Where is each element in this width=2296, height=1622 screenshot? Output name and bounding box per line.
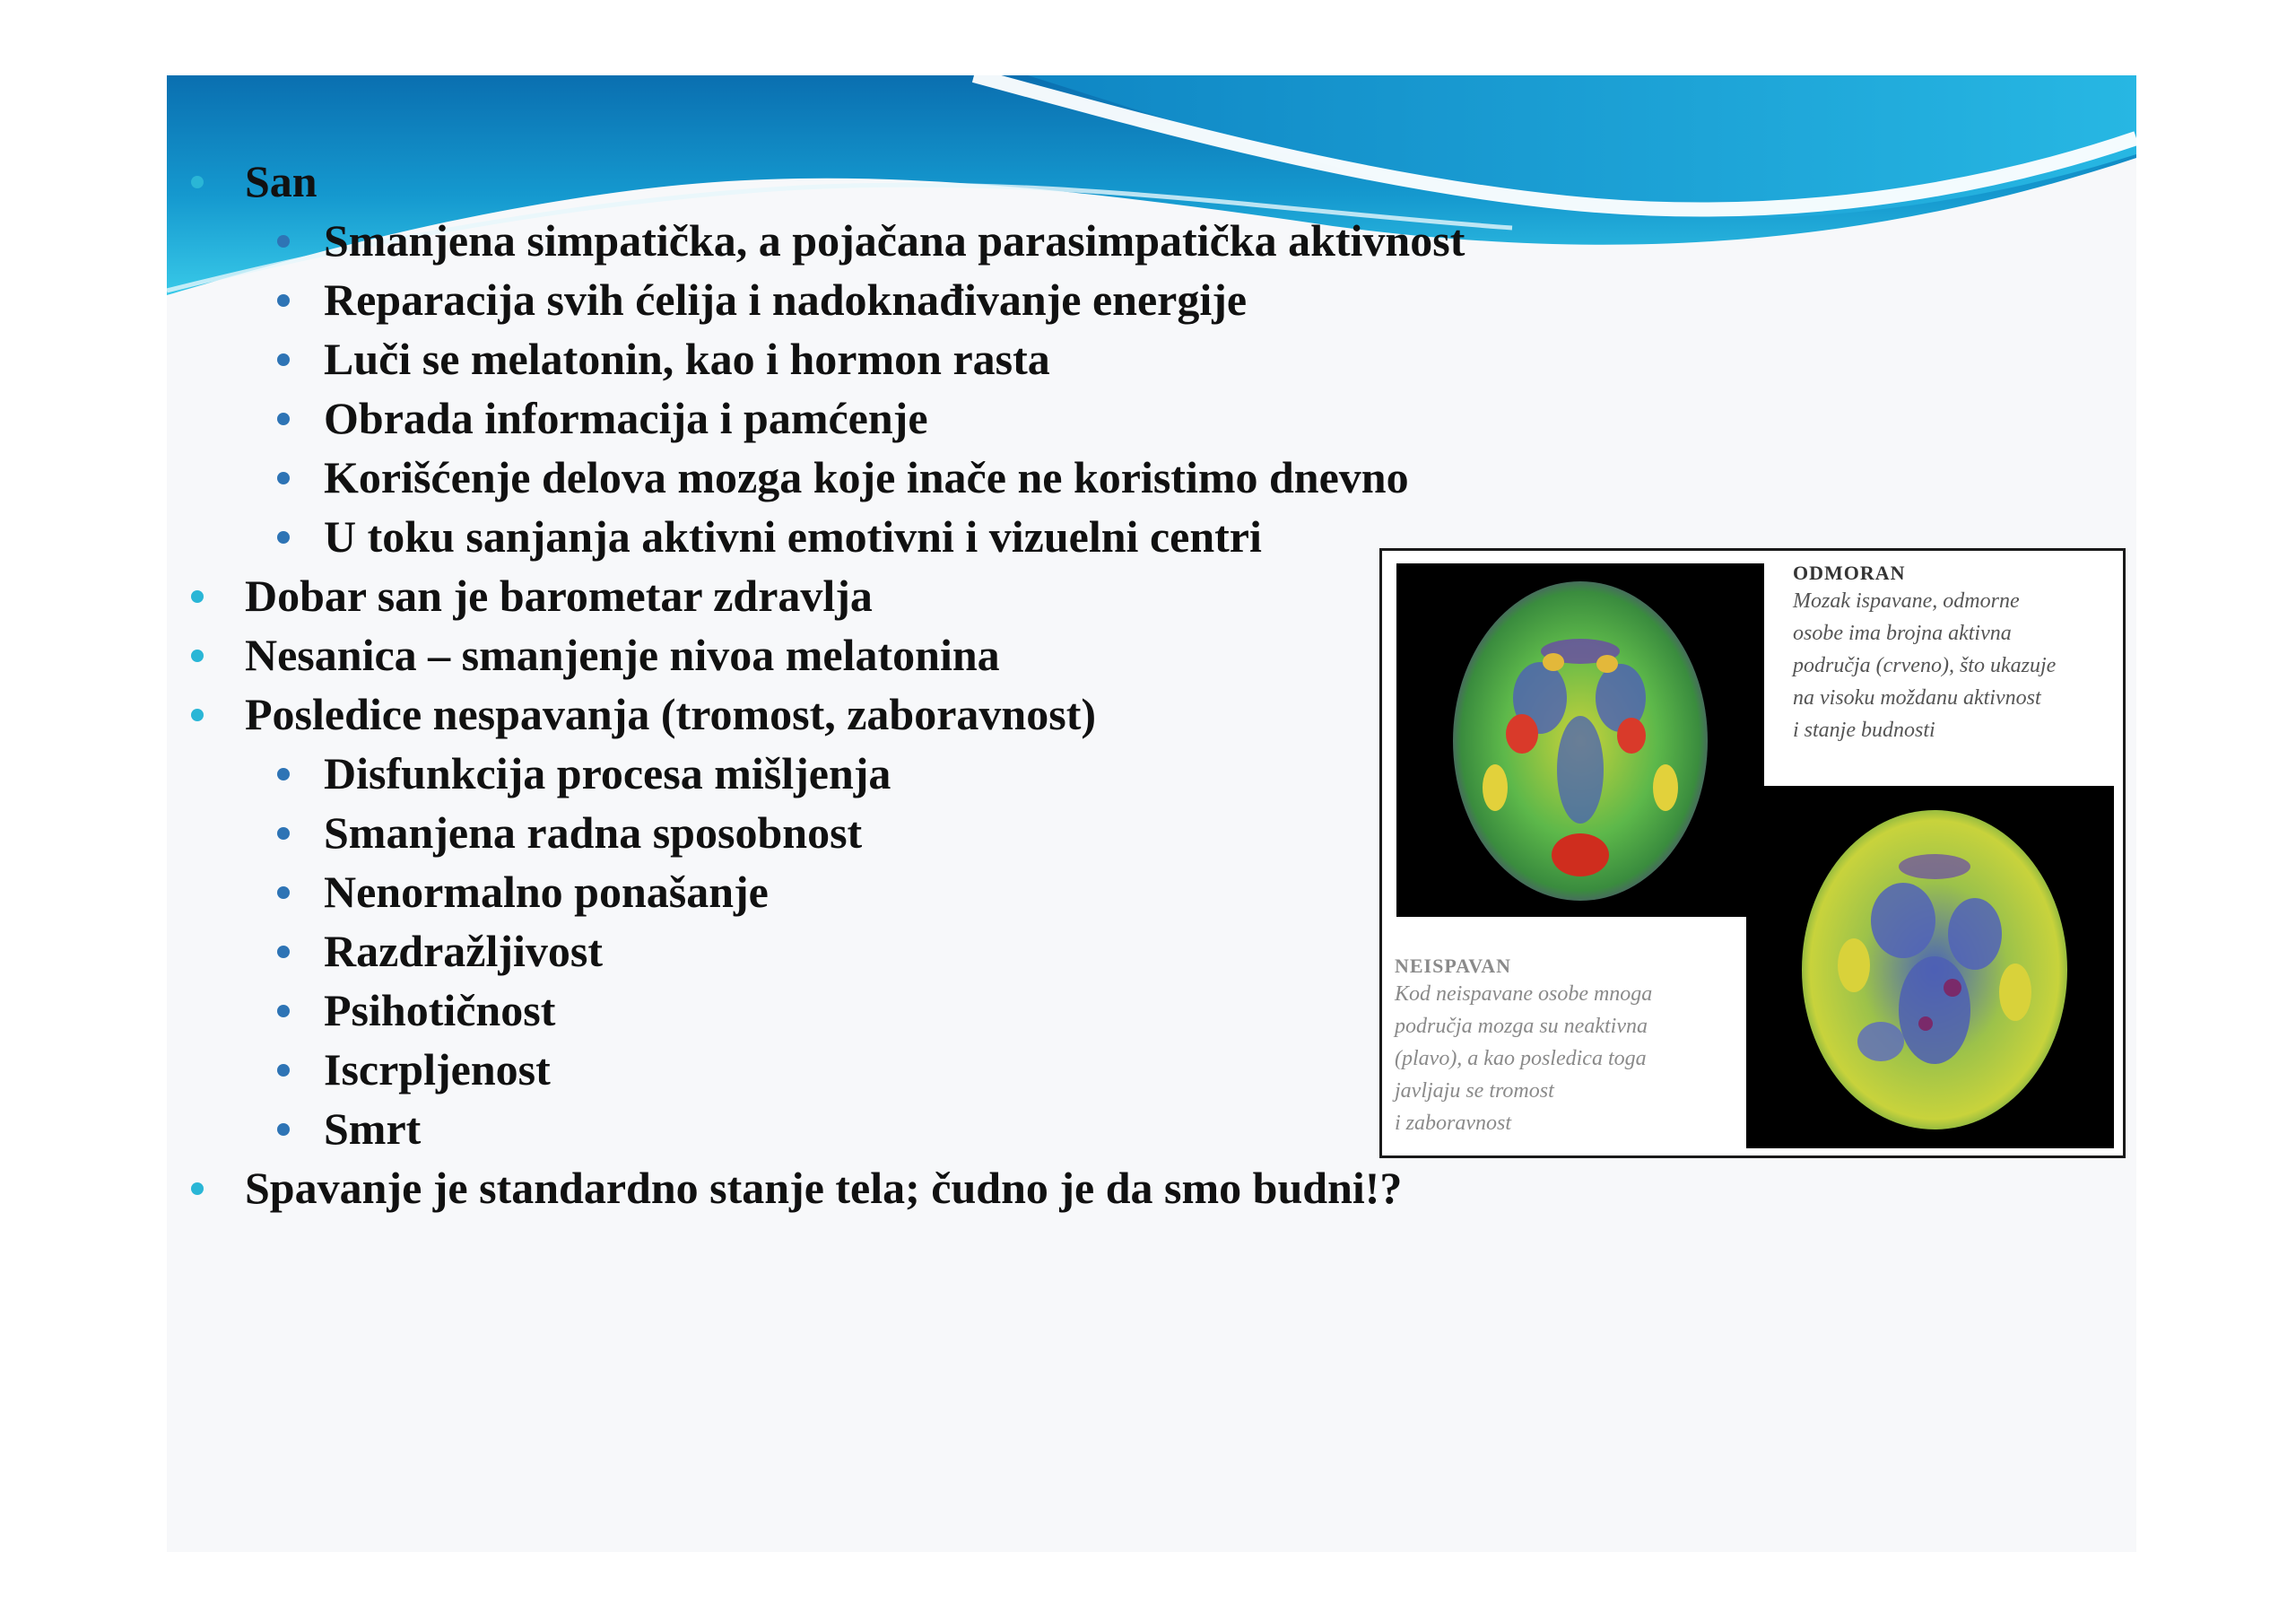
rested-caption [1793,562,2112,746]
bullet-dot-icon [277,1123,290,1136]
bullet-item [324,1102,421,1155]
rested-caption-line: na visoku moždanu aktivnost [1793,686,2041,710]
rested-caption-heading: ODMORAN [1793,562,1906,584]
bullet-text: Psihotičnost [324,985,556,1035]
sleepless-caption-line: i zaboravnost [1395,1112,1512,1135]
bullet-dot-icon [277,827,290,840]
bullet-item [324,983,555,1037]
bullet-text: Nenormalno ponašanje [324,867,769,917]
bullet-dot-icon [191,1182,204,1195]
bullet-dot-icon [277,768,290,780]
bullet-dot-icon [277,353,290,366]
bullet-item [324,510,1262,563]
bullet-item [245,628,1000,682]
bullet-dot-icon [277,235,290,248]
bullet-dot-icon [277,413,290,425]
bullet-text: Razdražljivost [324,926,604,976]
bullet-text: Smrt [324,1103,422,1154]
sleepless-caption [1395,955,1735,1139]
rested-caption-line: i stanje budnosti [1793,719,1935,742]
bullet-text: Iscrpljenost [324,1044,551,1094]
bullet-dot-icon [277,472,290,484]
bullet-text: Disfunkcija procesa mišljenja [324,748,891,798]
bullet-dot-icon [191,176,204,188]
sleepless-caption-line: Kod neispavane osobe mnoga [1395,982,1653,1006]
bullet-text: Nesanica – smanjenje nivoa melatonina [245,630,1000,680]
bullet-text: Korišćenje delova mozga koje inače ne koristimo dnevno [324,452,1409,502]
bullet-item [324,273,1247,327]
bullet-item [324,865,769,919]
brain-scan-figure [1379,548,2126,1158]
bullet-dot-icon [277,1005,290,1017]
bullet-dot-icon [277,531,290,544]
bullet-item [324,214,1465,267]
bullet-item [245,687,1096,741]
slide [167,75,2136,1552]
bullet-text: Smanjena simpatička, a pojačana parasimpatička aktivnost [324,215,1465,266]
bullet-text: San [245,156,317,206]
bullet-dot-icon [277,1064,290,1077]
bullet-text: Obrada informacija i pamćenje [324,393,928,443]
rested-brain-scan-image [1396,563,1764,917]
brain-scan-icon [1396,563,1764,917]
brain-scan-icon [1746,786,2114,1148]
bullet-item [245,1161,1402,1215]
bullet-item [324,746,891,800]
bullet-dot-icon [191,650,204,662]
sleepless-brain-scan-image [1746,786,2114,1148]
bullet-dot-icon [277,946,290,958]
bullet-item [324,806,862,859]
bullet-text: Luči se melatonin, kao i hormon rasta [324,334,1050,384]
bullet-item [324,332,1050,386]
bullet-text: Dobar san je barometar zdravlja [245,571,873,621]
rested-caption-line: osobe ima brojna aktivna [1793,622,2012,645]
bullet-item [324,1042,551,1096]
bullet-item [324,391,928,445]
bullet-item [324,924,603,978]
bullet-text: Reparacija svih ćelija i nadoknađivanje energije [324,275,1248,325]
bullet-text: U toku sanjanja aktivni emotivni i vizuelni centri [324,511,1262,562]
sleepless-caption-line: javljaju se tromost [1395,1079,1554,1103]
rested-caption-line: Mozak ispavane, odmorne [1793,589,2020,613]
bullet-text: Smanjena radna sposobnost [324,807,863,858]
bullet-dot-icon [277,294,290,307]
bullet-dot-icon [191,590,204,603]
sleepless-caption-line: područja mozga su neaktivna [1395,1015,1648,1038]
rested-caption-line: područja (crveno), što ukazuje [1793,654,2057,677]
bullet-item [245,569,873,623]
bullet-item [245,154,317,208]
bullet-text: Posledice nespavanja (tromost, zaboravnost) [245,689,1096,739]
bullet-dot-icon [277,886,290,899]
sleepless-caption-heading: NEISPAVAN [1395,955,1512,977]
bullet-text: Spavanje je standardno stanje tela; čudno je da smo budni!? [245,1163,1403,1213]
bullet-item [324,450,1409,504]
bullet-dot-icon [191,709,204,721]
sleepless-caption-line: (plavo), a kao posledica toga [1395,1047,1647,1070]
